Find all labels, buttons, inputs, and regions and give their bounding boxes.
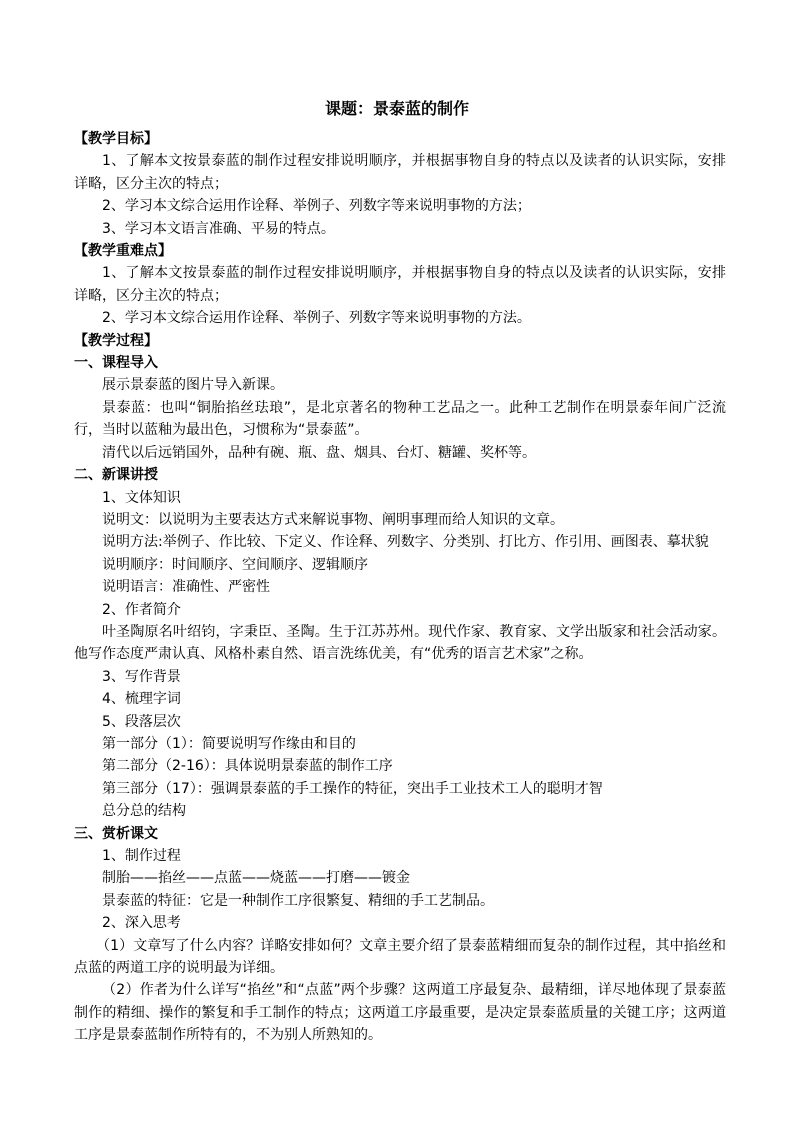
paragraph: 制胎——掐丝——点蓝——烧蓝——打磨——镀金 bbox=[102, 870, 410, 887]
paragraph: 说明方法:举例子、作比较、下定义、作诠释、列数字、分类别、打比方、作引用、画图表、摹状貌 bbox=[102, 534, 709, 551]
paragraph: 5、段落层次 bbox=[102, 713, 181, 730]
paragraph: 清代以后远销国外，品种有碗、瓶、盘、烟具、台灯、糖罐、奖杯等。 bbox=[102, 444, 536, 461]
paragraph: 2、深入思考 bbox=[102, 915, 181, 932]
paragraph: 第三部分（17）：强调景泰蓝的手工操作的特征，突出手工业技术工人的聪明才智 bbox=[102, 780, 603, 797]
section-heading: 二、新课讲授 bbox=[74, 467, 158, 484]
paragraph: 第一部分（1）：简要说明写作缘由和目的 bbox=[102, 735, 356, 752]
paragraph: （2）作者为什么详写“掐丝”和“点蓝”两个步骤？这两道工序最复杂、最精细，详尽地体现了景泰蓝制作的精细、操作的繁复和手工制作的特点；这两道工序最重要，是决定景泰蓝质量的关键工序；这两道工序是景泰蓝制作所特有的，不为别人所熟知的。 bbox=[74, 982, 726, 1044]
paragraph: 第二部分（2-16）：具体说明景泰蓝的制作工序 bbox=[102, 758, 393, 775]
paragraph: 总分总的结构 bbox=[102, 803, 186, 820]
paragraph: 1、文体知识 bbox=[102, 489, 181, 506]
section-heading: 一、课程导入 bbox=[74, 355, 158, 372]
paragraph: 3、学习本文语言准确、平易的特点。 bbox=[102, 220, 335, 237]
section-heading: 三、赏析课文 bbox=[74, 825, 158, 842]
paragraph: 景泰蓝：也叫“铜胎掐丝珐琅”，是北京著名的物种工艺品之一。此种工艺制作在明景泰年间广泛流行，当时以蓝釉为最出色，习惯称为“景泰蓝”。 bbox=[74, 399, 726, 439]
paragraph: 1、制作过程 bbox=[102, 848, 181, 864]
paragraph: 1、了解本文按景泰蓝的制作过程安排说明顺序，并根据事物自身的特点以及读者的认识实际，安排详略，区分主次的特点； bbox=[74, 153, 726, 192]
paragraph: 2、学习本文综合运用作诠释、举例子、列数字等来说明事物的方法。 bbox=[102, 310, 531, 327]
paragraph: 叶圣陶原名叶绍钧，字秉臣、圣陶。生于江苏苏州。现代作家、教育家、文学出版家和社会活动家。他写作态度严肃认真、风格朴素自然、语言洗练优美，有“优秀的语言艺术家”之称。 bbox=[74, 623, 726, 663]
paragraph: 1、了解本文按景泰蓝的制作过程安排说明顺序，并根据事物自身的特点以及读者的认识实际，安排详略，区分主次的特点； bbox=[74, 265, 726, 304]
page-title: 课题：景泰蓝的制作 bbox=[324, 99, 469, 118]
paragraph: 说明顺序：时间顺序、空间顺序、逻辑顺序 bbox=[102, 556, 368, 573]
paragraph: 说明语言：准确性、严密性 bbox=[102, 579, 270, 596]
section-heading: 【教学重难点】 bbox=[74, 243, 172, 260]
paragraph: 2、作者简介 bbox=[102, 601, 181, 618]
document-body bbox=[74, 128, 726, 1047]
paragraph: 景泰蓝的特征：它是一种制作工序很繁复、精细的手工艺制品。 bbox=[102, 892, 494, 909]
paragraph: 展示景泰蓝的图片导入新课。 bbox=[102, 377, 284, 394]
paragraph: 4、梳理字词 bbox=[102, 691, 181, 708]
paragraph: 说明文：以说明为主要表达方式来解说事物、阐明事理而给人知识的文章。 bbox=[102, 511, 564, 528]
paragraph: 3、写作背景 bbox=[102, 668, 181, 685]
section-heading: 【教学过程】 bbox=[74, 332, 158, 349]
paragraph: 2、学习本文综合运用作诠释、举例子、列数字等来说明事物的方法； bbox=[102, 198, 531, 215]
paragraph: （1）文章写了什么内容？详略安排如何？文章主要介绍了景泰蓝精细而复杂的制作过程，其中掐丝和点蓝的两道工序的说明最为详细。 bbox=[74, 937, 726, 977]
section-heading: 【教学目标】 bbox=[74, 131, 158, 147]
